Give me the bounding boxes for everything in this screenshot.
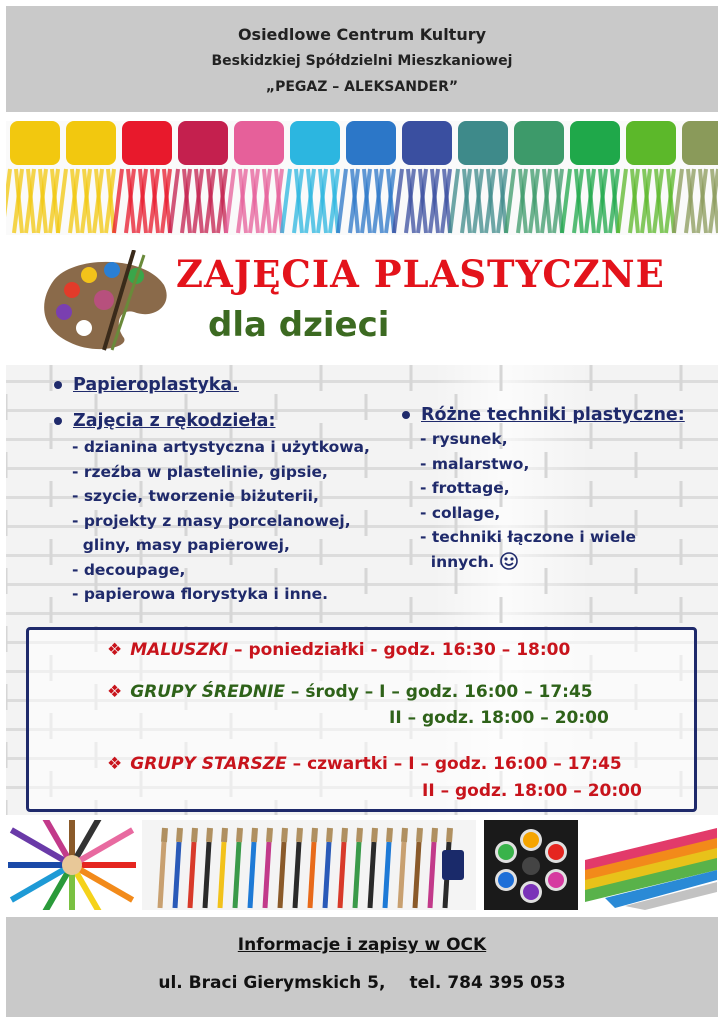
colored-pencils-image [8,820,136,910]
list-item [402,550,685,575]
main-title: ZAJĘCIA PLASTYCZNE [176,252,665,296]
bullet-icon [402,411,410,419]
list-item: - dzianina artystyczna i użytkowa, [72,438,370,456]
srednie-name: GRUPY ŚREDNIE [130,682,286,702]
starsze-time-2: II – godz. 18:00 – 20:00 [422,781,642,801]
header-line-3: „PEGAZ – ALEKSANDER” [265,79,459,95]
contact-line [6,973,718,993]
header-banner [6,6,718,112]
innych-text: innych. [420,552,495,571]
techniki-label: Różne techniki plastyczne: [421,405,685,425]
schedule-row-srednie [107,682,593,702]
address-text: ul. Braci Gierymskich 5, [158,973,386,993]
starsze-time: – czwartki – I – godz. 16:00 – 17:45 [286,754,622,774]
brushes-image [142,820,476,910]
right-list [402,405,685,574]
smiley-icon [500,552,518,570]
list-item: - papierowa florystyka i inne. [72,585,329,603]
subtitle: dla dzieci [208,305,390,345]
schedule-row-maluszki [107,640,570,660]
maluszki-name: MALUSZKI [130,640,229,660]
schedule-row-starsze [107,754,622,774]
diamond-bullet-icon: ❖ [107,640,123,660]
header-line-2: Beskidzkiej Spółdzielni Mieszkaniowej [211,53,513,69]
diamond-bullet-icon: ❖ [107,682,123,702]
bullet-icon [54,417,62,425]
list-item: - techniki łączone i wiele [420,528,637,546]
paper-rolls-image [585,820,717,910]
phone-text: tel. 784 395 053 [409,973,566,993]
srednie-time-2: II – godz. 18:00 – 20:00 [389,708,609,728]
schedule-box [26,627,697,812]
srednie-time: – środy – I – godz. 16:00 – 17:45 [285,682,593,702]
footer-banner [6,917,718,1017]
diamond-bullet-icon: ❖ [107,754,123,774]
list-item: gliny, masy papierowej, [72,536,290,554]
list-item: - rzeźba w plastelinie, gipsie, [72,462,328,481]
rekodziela-label: Zajęcia z rękodzieła: [73,411,276,431]
list-item: - malarstwo, [420,454,530,473]
left-list-item-1 [54,375,239,395]
maluszki-time: – poniedziałki - godz. 16:30 – 18:00 [228,640,571,660]
list-item: - projekty z masy porcelanowej, [72,511,351,530]
paint-palette-icon [34,250,172,355]
list-item: - frottage, [420,479,510,497]
starsze-name: GRUPY STARSZE [130,754,287,774]
header-line-1: Osiedlowe Centrum Kultury [237,25,487,44]
list-item: - szycie, tworzenie biżuterii, [72,487,319,505]
list-item: - decoupage, [72,560,186,579]
bullet-icon [54,381,62,389]
list-item: - rysunek, [420,430,508,448]
info-heading: Informacje i zapisy w OCK [237,935,487,955]
left-list-item-2 [54,411,370,607]
papieroplastyka-label: Papieroplastyka. [73,375,239,395]
paint-pots-image [484,820,578,910]
pastels-image [6,121,718,235]
list-item: - collage, [420,503,501,522]
